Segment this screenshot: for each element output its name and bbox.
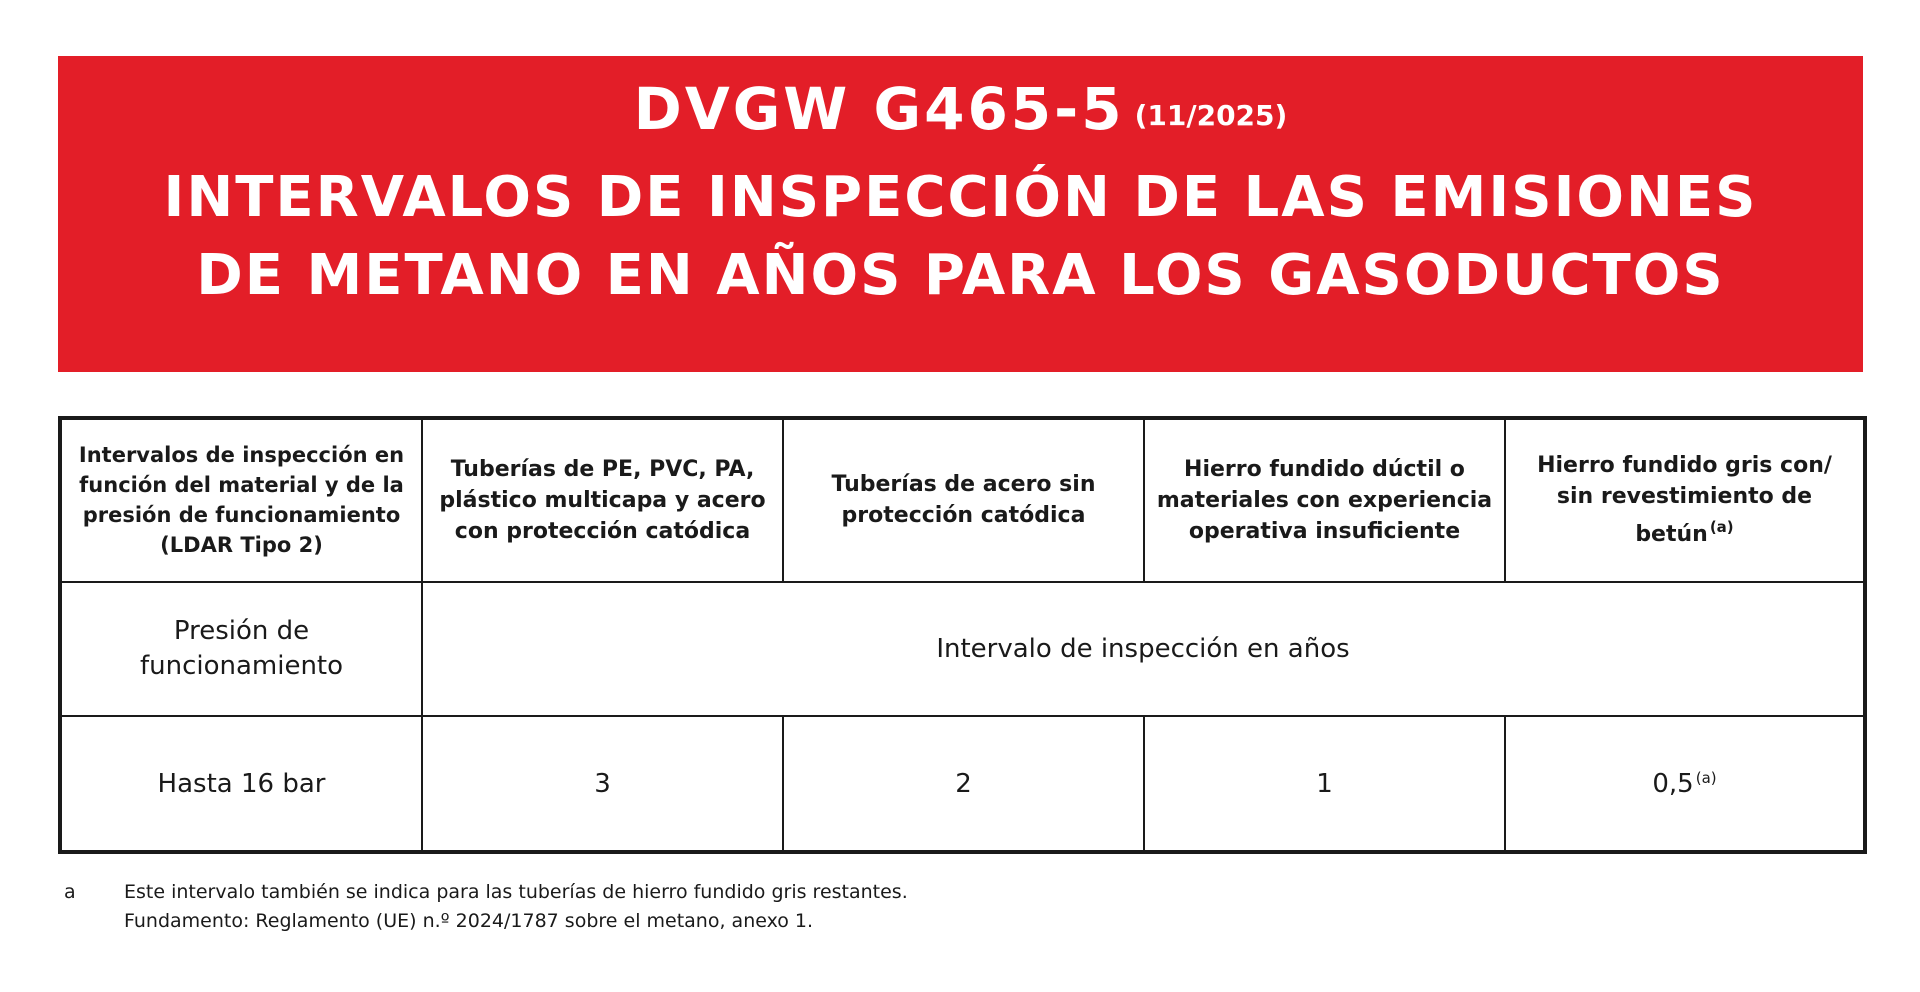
banner-title-line-2: DE METANO EN AÑOS PARA LOS GASODUCTOS [196,243,1725,308]
subheader-pressure-label: Presión de funcionamiento [60,582,422,717]
footnote-line-1: Este intervalo también se indica para las tuberías de hierro fundido gris restantes. [124,881,908,903]
table-subheader-row [60,582,1865,717]
table-header-row [60,418,1865,582]
value-grey-iron: 0,5 [1652,768,1694,799]
header-cell-grey-iron: Hierro fundido gris con/ sin revestimiento de betún $^{(a)}$ [1505,418,1865,582]
footnote-text [124,878,908,936]
value-steel-unprotected: 2 [783,716,1144,852]
banner-title-line-1: INTERVALOS DE INSPECCIÓN DE LAS EMISIONES [163,165,1758,230]
header-note-marker: (a) [1709,518,1734,537]
footnote-marker: a [64,881,76,903]
header-cell-ductile-iron: Hierro fundido dúctil o materiales con experiencia operativa insuficiente [1144,418,1505,582]
header-cell-pe-pvc: Tuberías de PE, PVC, PA, plástico multicapa y acero con protección catódica [422,418,783,582]
table-row [60,716,1865,852]
title-banner [58,56,1863,372]
row-label-pressure: Hasta 16 bar [60,716,422,852]
value-ductile-iron: 1 [1144,716,1505,852]
inspection-interval-table [58,416,1867,854]
standard-code: DVGW G465-5 [633,75,1125,143]
header-cell-steel-unprotected: Tuberías de acero sin protección catódica [783,418,1144,582]
value-grey-iron-cell [1505,716,1865,852]
standard-code-line [58,75,1863,143]
footnote-line-2: Fundamento: Reglamento (UE) n.º 2024/1787 sobre el metano, anexo 1. [124,910,814,932]
header-cell-criteria: Intervalos de inspección en función del material y de la presión de funcionamiento (LDAR Tipo 2) [60,418,422,582]
value-pe-pvc: 3 [422,716,783,852]
value-note-marker: (a) [1695,768,1717,787]
subheader-interval-label: Intervalo de inspección en años [422,582,1865,717]
standard-date: (11/2025) [1134,99,1288,132]
